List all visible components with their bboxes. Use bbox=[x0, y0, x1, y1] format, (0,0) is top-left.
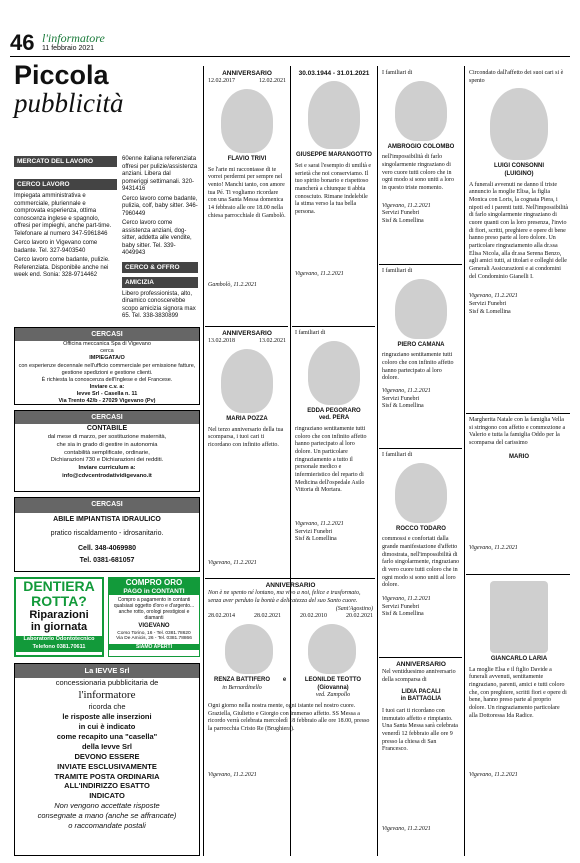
obit-consonni: Circondato dall'affetto dei suoi cari si è spento LUIGI CONSONNI (LUIGINO) A funerali avvenuti ne danno il triste annuncio la moglie Elisa, la figlia Monica con Loris, la cognata Piera, i nipoti ed i parenti tutti. Nell'impossibilità di farlo singolarmente ringraziano di cuore quanti con la loro presenza, l'invio di fiori, scritti, preghiere e opere di bene hanno preso parte al loro dolore. Un particolare ringraziamento alla dr.ssa Elisa Nicola, alla dr.ssa Serena Benzo, agli amici tutti, ai titolari e colleghi delle Generali Assicurazioni e ai condomini del Condominio Gianelli I. Vigevano, 11.2.2021 Servizi Funebri Sisf & Lomellina bbox=[469, 70, 569, 315]
ad-5: Cerco lavoro come badante, pulizia, colf, baby sitter. 346-7960449 bbox=[122, 195, 198, 217]
section-amicizia: AMICIZIA bbox=[122, 277, 198, 288]
ad-1: Impiegata amministrativa e commerciale, pluriennale e comprovata esperienza, ottima conoscenza inglese e spagnolo, offresi per impieghi, anche part-time. Telefonare al numero 347-5961846 bbox=[14, 193, 112, 237]
column-rule-3 bbox=[377, 66, 378, 856]
ad-7: Libero professionista, alto, dinamico conoscerebbe scopo amicizia signora max 65. Tel. 338-3830899 bbox=[122, 290, 196, 320]
obit-trivi: ANNIVERSARIO 12.02.2017 12.02.2021 FLAVIO TRIVI Se l'arte mi raccontasse di te vorrei perdermi per sempre nel vento! Manchi tanto, con amore tua Pé. Ti vogliamo ricordare con una Santa Messa domenica 14 febbraio alle ore 18.00 nella chiesa parrocchiale di Gambolò. Gambolò, 11.2.2021 bbox=[208, 70, 286, 289]
section-subtitle: pubblicità bbox=[14, 88, 124, 118]
classified-col-2 bbox=[122, 156, 198, 321]
obit-battifero-teotto: ANNIVERSARIO Non è ne spento né lontano, ma vivo a noi, felice e trasformato, senza aver perduto la bontà e delicatezza del suo Santo cuore. (Sant'Agostino) 28.02.2014 28.02.2021 20.02.2010 20.02.2021 RENZA BATTIFERO in Bernardinello e LEONILDE TEOTTO (Giovanna) ved. Zampollo Ogni giorno nella nostra mente, ogni istante nel nostro cuore. Graziella, Giulietto e Giorgio con immenso affetto. SS Messa a ricordo verrà celebrata mercoledì 18 febbraio alle ore 18.00, presso la parrocchia Cristo Re (Brughiera). Vigevano, 11.2.2021 bbox=[208, 582, 373, 778]
section-title: Piccola bbox=[14, 60, 109, 90]
section-mercato: MERCATO DEL LAVORO bbox=[14, 156, 117, 167]
portrait-photo bbox=[225, 624, 273, 674]
obit-pegoraro: I familiari di EDDA PEGORARO ved. PERA ringraziano sentitamente tutti coloro che con infinito affetto hanno partecipato al loro dolore. Un particolare ringraziamento a tutto il personale medico e infermieristico del reparto di Medicina dell'ospedale Asilo Vittoria di Mortara. Vigevano, 11.2.2021 Servizi Funebri Sisf & Lomellina bbox=[295, 330, 367, 543]
ad-compro-oro: COMPRO ORO PAGO in CONTANTI Compro a pagamento in contanti qualsiasi oggetto d'oro e d'argento... anche rotto, orologi prestigiosi e diamanti VIGEVANO Corso Torino, 16 - Tel. 0381.78620 Via De Amicis, 26 - Tel. 0381.78866 SIAMO APERTI bbox=[108, 577, 200, 657]
obit-mario: Margherita Natale con la famiglia Vella si stringono con affetto e commozione a Valerio e tutta la famiglia Oddo per la scomparsa del carissimo MARIO Vigevano, 11.2.2021 bbox=[469, 417, 566, 552]
obit-colombo: I familiari di AMBROGIO COLOMBO nell'impossibilità di farlo singolarmente ringraziano di vero cuore tutti coloro che in ogni modo si sono uniti a loro in questo triste momento. Vigevano, 11.2.2021 Servizi Funebri Sisf & Lomellina bbox=[382, 70, 455, 225]
portrait-photo bbox=[395, 463, 447, 523]
ad-4: 60enne italiana referenziata offresi per pulizie/assistenza anziani. Libera dal pomeriggi settimanali. 320-9431416 bbox=[122, 156, 198, 192]
ad-3: Cerco lavoro come badante, pulizie. Referenziata. Disponibile anche nei week end. Sonia: 328-9714462 bbox=[14, 257, 110, 279]
obit-todaro: I familiari di ROCCO TODARO commossi e confortati dalla grande manifestazione d'affetto dimostrata, nell'impossibilità di farlo singolarmente, ringraziano di vero cuore tutti coloro che in ogni modo si sono uniti al loro dolore. Vigevano, 11.2.2021 Servizi Funebri Sisf & Lomellina bbox=[382, 452, 460, 618]
column-rule-1 bbox=[203, 66, 204, 856]
ad-dentiera: DENTIERA ROTTA? Riparazioni in giornata Laboratorio Odontotecnico Telefono 0381.70611 bbox=[14, 577, 104, 657]
obit-pacali: ANNIVERSARIO Nel ventiduesimo anniversario della scomparsa di LIDIA PACALI in BATTAGLIA I tuoi cari ti ricordano con immutato affetto e rimpianto. Una Santa Messa sarà celebrata venerdì 12 febbraio alle ore 9 presso la chiesa di San Francesco. Vigevano, 11.2.2021 bbox=[382, 661, 458, 833]
portrait-photo bbox=[308, 341, 360, 405]
portrait-photo bbox=[490, 581, 548, 653]
obit-camana: I familiari di PIERO CAMANA ringraziano sentitamente tutti coloro che con infinito affetto hanno partecipato al loro dolore. Vigevano, 11.2.2021 Servizi Funebri Sisf & Lomellina bbox=[382, 268, 454, 410]
job-ad-impiegata: CERCASI Officina meccanica Spa di Vigevano cerca IMPIEGATA/O con esperienze decennale nell'ufficio commerciale per emissione fatture, gestione spedizioni e gestione clienti. È richiesta la conoscenza dell'Inglese e del Francese. Inviare c.v. a: Ievve Srl - Casella n. 11 Via Trento 42/b - 27029 Vigevano (Pv) bbox=[14, 327, 200, 405]
portrait-photo bbox=[221, 89, 273, 153]
portrait-photo bbox=[308, 81, 360, 149]
portrait-photo bbox=[490, 88, 548, 160]
obit-marangotto: 30.03.1944 - 31.01.2021 GIUSEPPE MARANGOTTO Sei e sarai l'esempio di umiltà e serietà che noi conserviamo. Il tuo spirito bonario e rispettoso mancherà a chiunque ti abbia conosciuto. Rimane indelebile la stima verso la tua bella persona. Vigevano, 11.2.2021 bbox=[295, 70, 372, 277]
obit-laria: GIANCARLO LARIA La moglie Elsa e il figlio Davide a funerali avvenuti, sentitamente ringraziano, parenti, amici e tutti coloro che, con preghiere, scritti fiori e opere di bene, hanno preso parte al proprio dolore. Un ringraziamento particolare alla Dottoressa Ida Radice. Vigevano, 11.2.2021 bbox=[469, 578, 569, 780]
ad-2: Cerco lavoro in Vigevano come badante. Tel. 327-9403540 bbox=[14, 240, 98, 254]
ievve-notice: La IEVVE Srl concessionaria pubblicitaria de l'informatore ricorda che le risposte alle inserzioni in cui è indicato come recapito una "casella" della Ievve Srl DEVONO ESSERE INVIATE ESCLUSIVAMENTE TRAMITE POSTA ORDINARIA ALL'INDIRIZZO ESATTO INDICATO Non vengono accettate risposte consegnate a mano (anche se affrancate) o raccomandate postali bbox=[14, 663, 200, 856]
ad-6: Cerco lavoro come assistenza anziani, dog-sitter, addetta alle vendite, baby sitter. Tel. 339-4049943 bbox=[122, 220, 192, 256]
section-offro: CERCO & OFFRO bbox=[122, 262, 198, 273]
issue-date: 11 febbraio 2021 bbox=[42, 45, 95, 52]
portrait-photo bbox=[395, 279, 447, 339]
job-ad-idraulico: CERCASI ABILE IMPIANTISTA IDRAULICO pratico riscaldamento - idrosanitario. Cell. 348-4069980 Tel. 0381-681057 bbox=[14, 497, 200, 572]
portrait-photo bbox=[308, 624, 356, 674]
portrait-photo bbox=[221, 349, 273, 413]
page-number: 46 bbox=[10, 30, 35, 55]
header-rule bbox=[10, 56, 570, 57]
portrait-photo bbox=[395, 81, 447, 141]
column-rule-4 bbox=[464, 66, 465, 856]
obit-pozza: ANNIVERSARIO 13.02.2018 13.02.2021 MARIA POZZA Nel terzo anniversario della tua scomparsa, i tuoi cari ti ricordano con infinito affetto. Vigevano, 11.2.2021 bbox=[208, 330, 286, 566]
publication-name: l'informatore bbox=[42, 31, 105, 45]
job-ad-contabile: CERCASI CONTABILE dal mese di marzo, per sostituzione maternità, che sia in grado di gestire in autonomia contabilità semplificate, ordinarie, Dichiarazioni 730 e Dichiarazioni dei redditi. Inviare curriculum a: info@cdvcentrodatividigevano.it bbox=[14, 410, 200, 492]
section-cerco: CERCO LAVORO bbox=[14, 179, 117, 190]
classified-col-1 bbox=[14, 156, 117, 280]
